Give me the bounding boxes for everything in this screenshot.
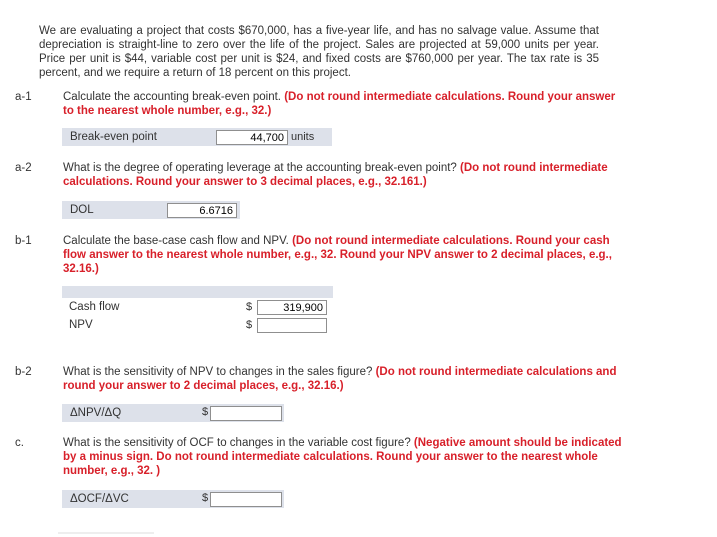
question-number: b-1 <box>15 235 32 247</box>
ocf-sensitivity-input[interactable] <box>210 492 282 507</box>
dol-input[interactable] <box>167 203 237 218</box>
question-text: What is the degree of operating leverage at the accounting break-even point? <box>63 162 457 174</box>
npv-sensitivity-input[interactable] <box>210 406 282 421</box>
question-b2 <box>15 365 628 393</box>
table-header-bar <box>62 286 333 298</box>
question-number: a-2 <box>15 162 32 174</box>
question-instructions: (Do not round intermediate calculations. Round your answer to the nearest whole number, e.g., 32.) <box>63 91 616 117</box>
question-number: a-1 <box>15 91 32 103</box>
question-a1 <box>15 90 628 118</box>
question-number: c. <box>15 437 24 449</box>
question-instructions: (Do not round intermediate calculations. Round your cash flow answer to the nearest whole number, e.g., 32. Round your NPV answer to 2 decimal places, e.g., 32.16.) <box>63 235 612 275</box>
unit-label: units <box>291 131 315 143</box>
npv-sensitivity-currency: $ <box>202 406 209 418</box>
answer-label: ΔNPV/ΔQ <box>70 407 122 419</box>
question-instructions: (Negative amount should be indicated by a minus sign. Do not round intermediate calculations. Round your answer to the nearest whole number, e.g., 32. ) <box>63 437 622 477</box>
cash-flow-input[interactable] <box>257 300 327 315</box>
cash-flow-label: Cash flow <box>69 301 120 313</box>
question-number: b-2 <box>15 366 32 378</box>
ocf-sensitivity-currency: $ <box>202 492 209 504</box>
question-text: What is the sensitivity of OCF to changes in the variable cost figure? <box>63 437 411 449</box>
npv-currency: $ <box>246 319 253 331</box>
answer-label: ΔOCF/ΔVC <box>70 493 129 505</box>
question-c <box>15 436 628 478</box>
npv-label: NPV <box>69 319 93 331</box>
answer-label: Break-even point <box>70 131 157 143</box>
answer-label: DOL <box>70 204 94 216</box>
question-instructions: (Do not round intermediate calculations and round your answer to 2 decimal places, e.g., 32.16.) <box>63 366 617 392</box>
question-instructions: (Do not round intermediate calculations. Round your answer to 3 decimal places, e.g., 32.161.) <box>63 162 608 188</box>
question-text: What is the sensitivity of NPV to changes in the sales figure? <box>63 366 373 378</box>
break-even-input[interactable] <box>216 130 288 145</box>
question-text: Calculate the base-case cash flow and NPV. <box>63 235 289 247</box>
cash-flow-currency: $ <box>246 301 253 313</box>
problem-statement: We are evaluating a project that costs $670,000, has a five-year life, and has no salvage value. Assume that depreciation is straight-line to zero over the life of the project. Sales are projected at 59,000 units per year. Price per unit is $44, variable cost per unit is $24, and fixed costs are $760,000 per year. The tax rate is 35 percent, and we require a return of 18 percent on this project. <box>39 25 599 79</box>
question-text: Calculate the accounting break-even point. <box>63 91 282 103</box>
divider <box>58 532 154 534</box>
question-a2 <box>15 161 628 189</box>
answer-table-cashflow-npv <box>62 286 333 336</box>
npv-input[interactable] <box>257 318 327 333</box>
question-b1 <box>15 234 628 276</box>
